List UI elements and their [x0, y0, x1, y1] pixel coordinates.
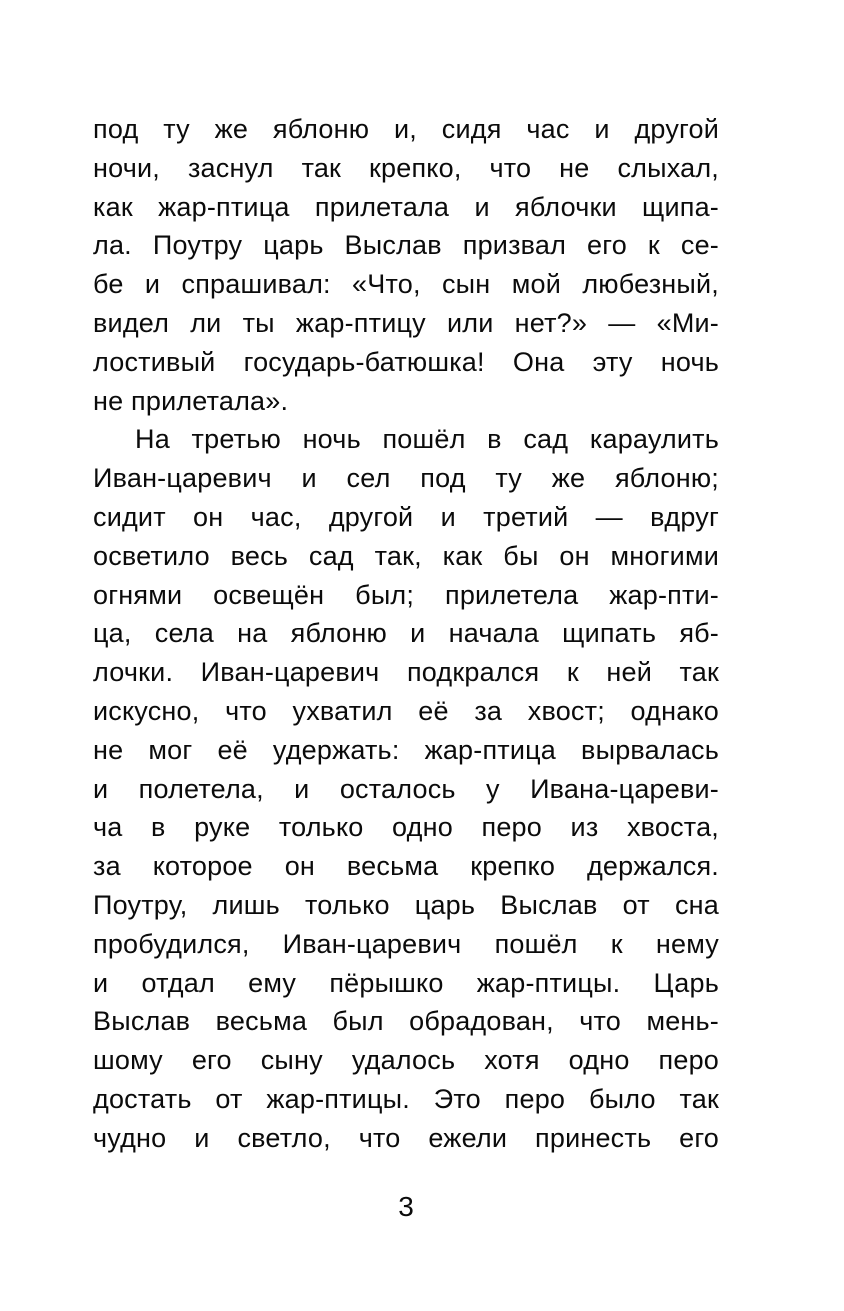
text-line: лочки. Иван-царевич подкрался к ней так: [93, 657, 719, 688]
text-line: не прилетала».: [93, 385, 289, 416]
text-line: бе и спрашивал: «Что, сын мой любезный,: [93, 269, 719, 300]
paragraph-2: [93, 420, 719, 1157]
page-number: 3: [398, 1191, 414, 1222]
text-line: достать от жар-птицы. Это перо было так: [93, 1083, 719, 1114]
text-line: ла. Поутру царь Выслав призвал его к се-: [93, 230, 719, 261]
text-line: сидит он час, другой и третий — вдруг: [93, 501, 719, 532]
text-line: видел ли ты жар-птицу или нет?» — «Ми-: [93, 307, 719, 338]
text-line: чудно и светло, что ежели принесть его: [93, 1122, 719, 1153]
text-line: и отдал ему пёрышко жар-птицы. Царь: [93, 967, 719, 998]
text-line: ца, села на яблоню и начала щипать яб-: [93, 618, 719, 649]
text-line: осветило весь сад так, как бы он многими: [93, 540, 719, 571]
paragraph-1: [93, 110, 719, 420]
text-line: На третью ночь пошёл в сад караулить: [135, 424, 719, 455]
text-line: огнями освещён был; прилетела жар-пти-: [93, 579, 719, 610]
text-line: Выслав весьма был обрадован, что мень-: [93, 1006, 719, 1037]
text-line: лостивый государь-батюшка! Она эту ночь: [93, 346, 719, 377]
text-line: ча в руке только одно перо из хвоста,: [93, 812, 719, 843]
text-block: [93, 110, 719, 1158]
text-line: под ту же яблоню и, сидя час и другой: [93, 114, 719, 144]
text-line: Иван-царевич и сел под ту же яблоню;: [93, 463, 719, 494]
text-line: шому его сыну удалось хотя одно перо: [93, 1045, 719, 1076]
text-line: пробудился, Иван-царевич пошёл к нему: [93, 928, 719, 959]
text-line: как жар-птица прилетала и яблочки щипа-: [93, 191, 719, 222]
text-line: Поутру, лишь только царь Выслав от сна: [93, 889, 719, 920]
text-line: и полетела, и осталось у Ивана-цареви-: [93, 773, 719, 804]
text-line: ночи, заснул так крепко, что не слыхал,: [93, 152, 719, 183]
text-line: искусно, что ухватил её за хвост; однако: [93, 695, 719, 726]
text-line: за которое он весьма крепко держался.: [93, 851, 719, 882]
text-line: не мог её удержать: жар-птица вырвалась: [93, 734, 719, 765]
